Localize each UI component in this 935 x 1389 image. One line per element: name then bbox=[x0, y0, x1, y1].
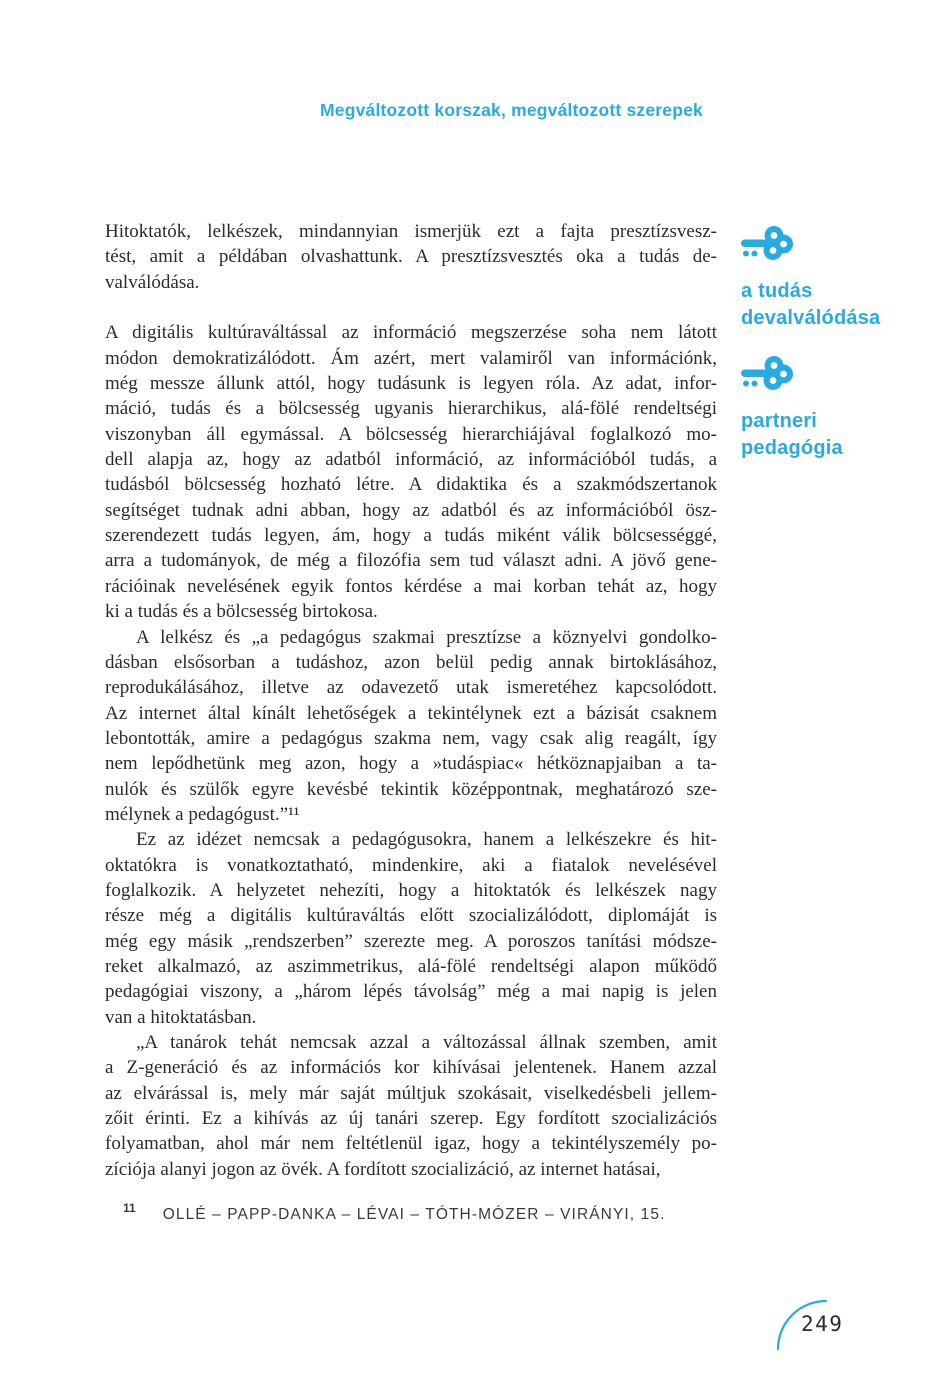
key-icon bbox=[741, 226, 927, 265]
margin-note-partneri-pedagogia bbox=[741, 356, 927, 461]
paragraph bbox=[105, 1030, 717, 1182]
margin-note-label bbox=[741, 408, 927, 461]
footnote-marker: 11 bbox=[123, 1201, 136, 1215]
text-line: rációinak nevelésének egyik fontos kérdése a mai korban tehát az, hogy bbox=[105, 575, 717, 597]
text-line: viszonyban áll egymással. A bölcsesség hierarchiájával foglalkozó mo- bbox=[105, 423, 717, 445]
text-line: A lelkész és „a pedagógus szakmai presztízse a köznyelvi gondolko- bbox=[136, 626, 717, 648]
text-line: tést, amit a példában olvashattunk. A presztízsvesztés oka a tudás de- bbox=[105, 246, 717, 268]
margin-note-label bbox=[741, 278, 927, 331]
key-icon bbox=[741, 356, 927, 395]
text-line: van a hitoktatásban. bbox=[105, 1006, 257, 1028]
text-line: segítséget tudnak adni abban, hogy az adatból és az információból ösz- bbox=[105, 499, 717, 521]
paragraph bbox=[105, 625, 717, 828]
text-line: nulók és szülők egyre kevésbé tekintik középpontnak, meghatározó sze- bbox=[105, 778, 717, 800]
paragraph bbox=[105, 320, 717, 624]
text-line: reprodukálásához, illetve az odavezető utak ismeretéhez kapcsolódott. bbox=[105, 677, 717, 699]
text-line: lebontották, amire a pedagógus szakma nem, vagy csak alig reagált, így bbox=[105, 727, 717, 749]
text-line: zőit érinti. Ez a kihívás az új tanári szerep. Egy fordított szocializációs bbox=[105, 1108, 717, 1130]
footnote bbox=[105, 1201, 745, 1224]
text-line: máció, tudás és a bölcsesség ugyanis hierarchikus, alá-fölé rendeltségi bbox=[105, 398, 717, 420]
text-line: oktatókra is vonatkoztatható, mindenkire, aki a fiatalok nevelésével bbox=[105, 854, 717, 876]
text-line: dell alapja az, hogy az adatból információ, az információból tudás, a bbox=[105, 449, 717, 471]
text-line: módon demokratizálódott. Ám azért, mert valamiről van információnk, bbox=[105, 347, 717, 369]
text-line: arra a tudományok, de még a filozófia sem tud választ adni. A jövő gene- bbox=[105, 550, 717, 572]
running-header: Megváltozott korszak, megváltozott szerepek bbox=[319, 100, 703, 120]
text-line: valválódása. bbox=[105, 271, 200, 293]
page-number: 249 bbox=[801, 1312, 844, 1336]
text-line: zíciója alanyi jogon az övék. A fordított szocializáció, az internet hatásai, bbox=[105, 1158, 661, 1180]
margin-note-label-line: devalválódása bbox=[741, 306, 881, 329]
text-line: foglalkozik. A helyzetet nehezíti, hogy a hitoktatók és lelkészek nagy bbox=[105, 879, 717, 901]
text-line: dásban elsősorban a tudáshoz, azon belül pedig annak birtoklásához, bbox=[105, 651, 717, 673]
text-line: folyamatban, ahol már nem feltétlenül igaz, hogy a tekintélyszemély po- bbox=[105, 1133, 717, 1155]
text-line: reket alkalmazó, az aszimmetrikus, alá-fölé rendeltségi alapon működő bbox=[105, 955, 717, 977]
text-line: pedagógiai viszony, a „három lépés távolság” még a mai napig is jelen bbox=[105, 981, 717, 1003]
text-line: A digitális kultúraváltással az információ megszerzése soha nem látott bbox=[105, 322, 717, 344]
text-line: Hitoktatók, lelkészek, mindannyian ismerjük ezt a fajta presztízsvesz- bbox=[105, 221, 717, 242]
text-line: része még a digitális kultúraváltás előtt szocializálódott, diplomáját is bbox=[105, 905, 717, 927]
margin-note-label-line: partneri bbox=[741, 410, 818, 432]
text-line: Ez az idézet nemcsak a pedagógusokra, hanem a lelkészekre és hit- bbox=[136, 829, 717, 851]
text-line: nem lepődhetünk meg azon, hogy a »tudáspiac« hétköznapjaiban a ta- bbox=[105, 753, 717, 775]
text-line: mélynek a pedagógust.”¹¹ bbox=[105, 803, 300, 825]
text-line: „A tanárok tehát nemcsak azzal a változással állnak szemben, amit bbox=[136, 1032, 717, 1053]
body-text bbox=[105, 219, 717, 1182]
paragraph bbox=[105, 827, 717, 1030]
paragraph bbox=[105, 219, 717, 295]
margin-note-tudas-devalvalodasa bbox=[741, 226, 927, 331]
text-line: még messze állunk attól, hogy tudásunk is legyen róla. Az adat, infor- bbox=[105, 373, 717, 395]
text-line: a Z-generáció és az információs kor kihívásai jelentenek. Hanem azzal bbox=[105, 1057, 717, 1079]
footnote-text: OLLÉ – PAPP-DANKA – LÉVAI – TÓTH-MÓZER – VIRÁNYI, 15. bbox=[162, 1206, 666, 1223]
text-line: az elvárással is, mely már saját múltjuk szokásait, viselkedésbeli jellem- bbox=[105, 1082, 717, 1104]
margin-note-label-line: pedagógia bbox=[741, 436, 843, 459]
margin-note-label-line: a tudás bbox=[741, 280, 813, 302]
text-line: szerendezett tudás legyen, ám, hogy a tudás miként válik bölcsességgé, bbox=[105, 525, 717, 547]
text-line: ki a tudás és a bölcsesség birtokosa. bbox=[105, 601, 378, 623]
text-line: még egy másik „rendszerben” szerezte meg. A poroszos tanítási módsze- bbox=[105, 930, 717, 952]
text-line: Az internet által kínált lehetőségek a tekintélynek ezt a bázisát csaknem bbox=[105, 702, 717, 724]
text-line: tudásból bölcsesség hozható létre. A didaktika és a szakmódszertanok bbox=[105, 474, 717, 496]
